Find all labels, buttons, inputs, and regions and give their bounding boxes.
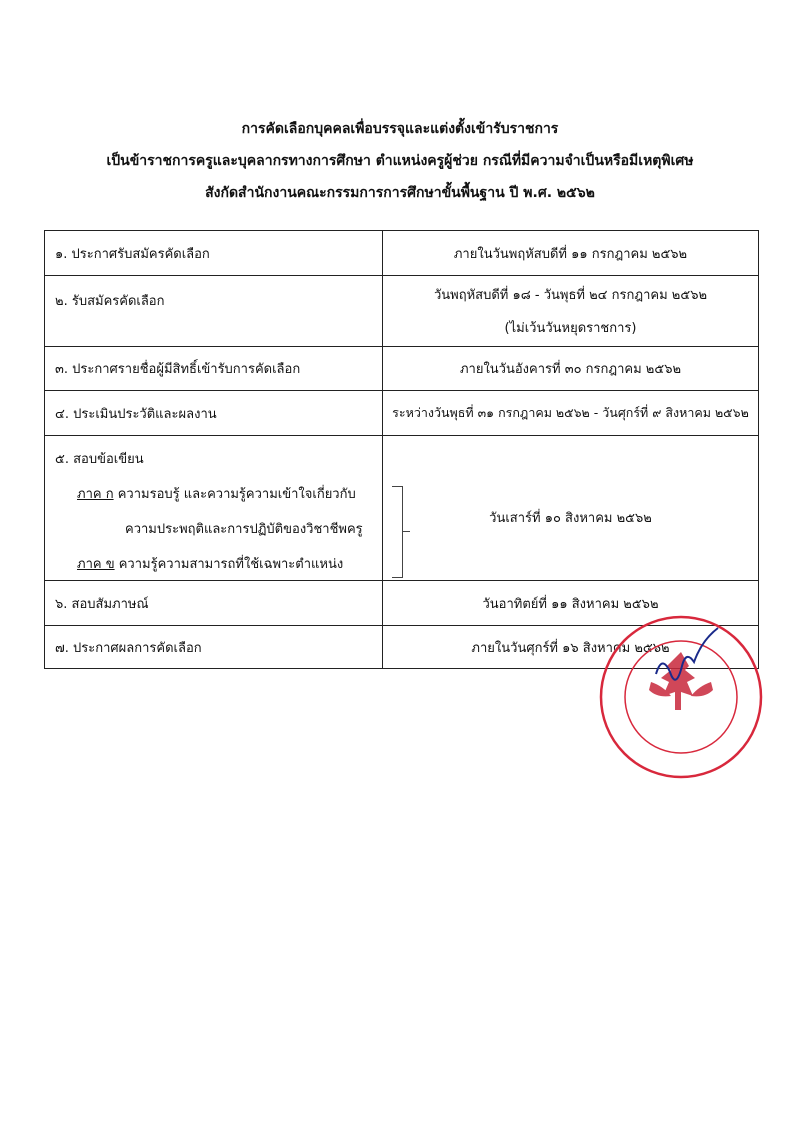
- part-b-label: ภาค ข: [77, 557, 115, 572]
- title-line-2: เป็นข้าราชการครูและบุคลากรทางการศึกษา ตำแหน่งครูผู้ช่วย กรณีที่มีความจำเป็นหรือมีเหตุพิเศษ: [106, 153, 694, 169]
- step-label: ๓. ประกาศรายชื่อผู้มีสิทธิ์เข้ารับการคัดเลือก: [45, 347, 383, 391]
- step-label: ๕. สอบข้อเขียน: [55, 452, 144, 467]
- bracket-icon: [392, 486, 403, 578]
- title-line-1: การคัดเลือกบุคคลเพื่อบรรจุและแต่งตั้งเข้ารับราชการ: [241, 121, 559, 137]
- step-date: ภายในวันอังคารที่ ๓๐ กรกฎาคม ๒๕๖๒: [383, 347, 759, 391]
- table-row: [45, 276, 759, 347]
- part-b: [55, 553, 372, 574]
- step-date: ระหว่างวันพุธที่ ๓๑ กรกฎาคม ๒๕๖๒ - วันศุกร์ที่ ๙ สิงหาคม ๒๕๖๒: [383, 391, 759, 436]
- step-cell: [45, 436, 383, 581]
- step-label: ๒. รับสมัครคัดเลือก: [45, 276, 383, 347]
- table-row: [45, 231, 759, 276]
- step-date: วันอาทิตย์ที่ ๑๑ สิงหาคม ๒๕๖๒: [383, 581, 759, 626]
- part-a-text: ความรอบรู้ และความรู้ความเข้าใจเกี่ยวกับ: [117, 487, 356, 502]
- table-row: [45, 347, 759, 391]
- step-date-cell: [383, 276, 759, 347]
- step-label: ๑. ประกาศรับสมัครคัดเลือก: [45, 231, 383, 276]
- step-date: ภายในวันศุกร์ที่ ๑๖ สิงหาคม ๒๕๖๒: [383, 626, 759, 669]
- part-a-label: ภาค ก: [77, 487, 114, 502]
- step-label: ๖. สอบสัมภาษณ์: [45, 581, 383, 626]
- step-label: ๗. ประกาศผลการคัดเลือก: [45, 626, 383, 669]
- step-date: วันเสาร์ที่ ๑๐ สิงหาคม ๒๕๖๒: [383, 436, 759, 581]
- table-row: [45, 391, 759, 436]
- step-date: วันพฤหัสบดีที่ ๑๘ - วันพุธที่ ๒๔ กรกฎาคม ๒๕๖๒: [433, 288, 708, 303]
- schedule-table: [44, 230, 759, 669]
- part-a-text-2: ความประพฤติและการปฏิบัติของวิชาชีพครู: [125, 522, 363, 537]
- official-seal-stamp: [596, 612, 766, 782]
- step-date: ภายในวันพฤหัสบดีที่ ๑๑ กรกฎาคม ๒๕๖๒: [383, 231, 759, 276]
- part-a: [55, 483, 372, 504]
- part-b-text: ความรู้ความสามารถที่ใช้เฉพาะตำแหน่ง: [118, 557, 344, 572]
- step-note: (ไม่เว้นวันหยุดราชการ): [504, 321, 637, 336]
- step-label: ๔. ประเมินประวัติและผลงาน: [45, 391, 383, 436]
- title-line-3: สังกัดสำนักงานคณะกรรมการการศึกษาขั้นพื้นฐาน ปี พ.ศ. ๒๕๖๒: [205, 185, 595, 201]
